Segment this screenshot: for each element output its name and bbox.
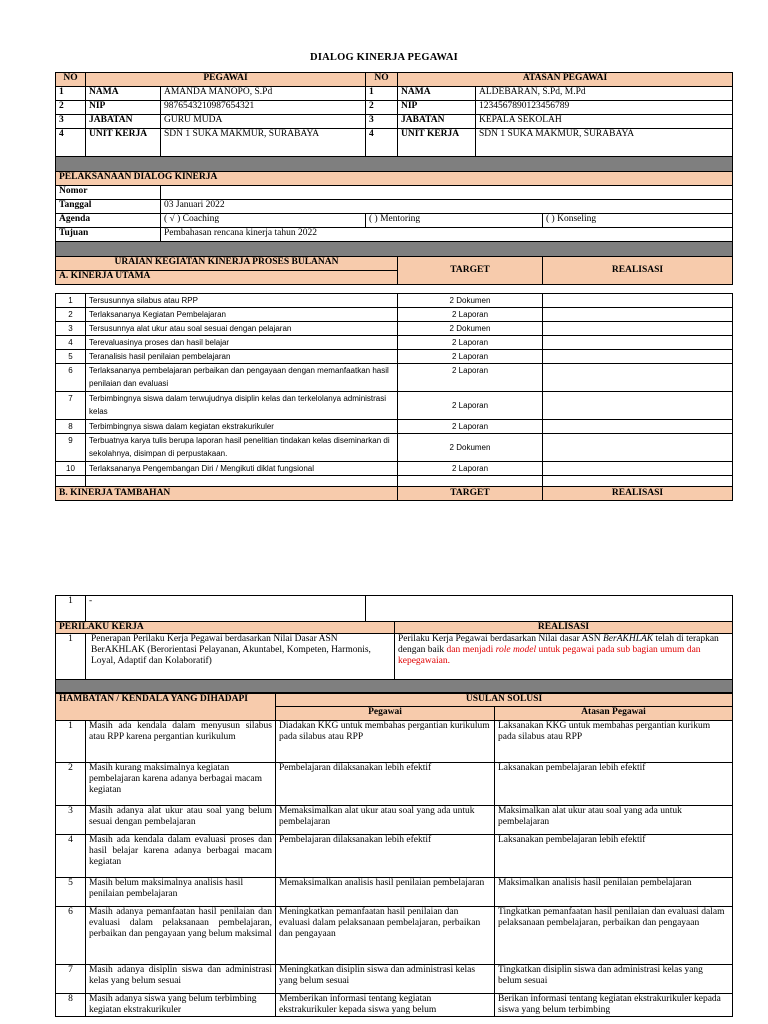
hambatan-text: Masih kurang maksimalnya kegiatan pembelajaran karena adanya berbagai macam kegiatan bbox=[86, 763, 276, 806]
solusi-atasan: Laksanakan KKG untuk membahas pergantian kurikum pada silabus atau RPP bbox=[495, 721, 733, 763]
hambatan-table bbox=[55, 693, 733, 1017]
solusi-atasan: Laksanakan pembelajaran lebih efektif bbox=[495, 835, 733, 878]
item-text: Terlaksananya Pengembangan Diri / Mengikuti diklat fungsional bbox=[86, 462, 398, 476]
hambatan-no: 1 bbox=[56, 721, 86, 763]
realisasi-role-model: role model bbox=[495, 645, 537, 655]
agenda-label: Agenda bbox=[56, 214, 161, 228]
item-realisasi bbox=[543, 322, 733, 336]
usulan-heading: USULAN SOLUSI bbox=[276, 694, 733, 707]
identity-value: 987654321098765432​1 bbox=[161, 101, 366, 115]
solusi-pegawai: Memaksimalkan alat ukur atau soal yang ada untuk pembelajaran bbox=[276, 806, 495, 835]
solusi-pegawai: Memberikan informasi tentang kegiatan ekstrakurikuler kepada siswa yang belum bbox=[276, 994, 495, 1017]
solusi-atasan: Tingkatkan disiplin siswa dan administrasi kelas yang belum sesuai bbox=[495, 965, 733, 994]
item-target: 2 Laporan bbox=[398, 364, 543, 392]
tambahan-target-heading: TARGET bbox=[398, 487, 543, 501]
item-no: 3 bbox=[56, 322, 86, 336]
tambahan-row-no: 1 bbox=[56, 596, 86, 622]
item-text: Terevaluasinya proses dan hasil belajar bbox=[86, 336, 398, 350]
header-pegawai: PEGAWAI bbox=[86, 73, 366, 87]
identity-label: JABATAN bbox=[86, 115, 161, 129]
solusi-pegawai: Pembelajaran dilaksanakan lebih efektif bbox=[276, 835, 495, 878]
kinerja-utama-heading: A. KINERJA UTAMA bbox=[56, 271, 398, 285]
item-target: 2 Dokumen bbox=[398, 434, 543, 462]
solusi-atasan: Laksanakan pembelajaran lebih efektif bbox=[495, 763, 733, 806]
pelaksanaan-heading: PELAKSANAAN DIALOG KINERJA bbox=[56, 172, 733, 186]
realisasi-highlight: dan menjadi bbox=[446, 645, 496, 655]
perilaku-heading: PERILAKU KERJA bbox=[56, 622, 395, 634]
identity-no: 1 bbox=[56, 87, 86, 101]
item-target: 2 Laporan bbox=[398, 350, 543, 364]
item-text: Terbuatnya karya tulis berupa laporan hasil penelitian tindakan kelas diseminarkan di sekolahnya, disimpan di perpustakaan. bbox=[86, 434, 398, 462]
solusi-pegawai: Memaksimalkan analisis hasil penilaian pembelajaran bbox=[276, 878, 495, 907]
identity-no: 3 bbox=[56, 115, 86, 129]
tambahan-row-empty bbox=[366, 596, 733, 622]
solusi-pegawai: Diadakan KKG untuk membahas pergantian kurikulum pada silabus atau RPP bbox=[276, 721, 495, 763]
agenda-coaching: ( √ ) Coaching bbox=[161, 214, 366, 228]
hambatan-no: 8 bbox=[56, 994, 86, 1017]
hambatan-text: Masih adanya disiplin siswa dan administrasi kelas yang belum sesuai bbox=[86, 965, 276, 994]
item-no: 4 bbox=[56, 336, 86, 350]
identity-atasan-label: JABATAN bbox=[398, 115, 476, 129]
item-realisasi bbox=[543, 350, 733, 364]
kinerja-utama-table bbox=[55, 293, 733, 501]
tanggal-label: Tanggal bbox=[56, 200, 161, 214]
tanggal-value: 03 Januari 2022 bbox=[161, 200, 733, 214]
nomor-label: Nomor bbox=[56, 186, 161, 200]
solusi-atasan: Maksimalkan alat ukur atau soal yang ada untuk pembelajaran bbox=[495, 806, 733, 835]
header-no-atasan: NO bbox=[366, 73, 398, 87]
realisasi-part: telah di terapkan dengan baik bbox=[398, 634, 719, 655]
agenda-mentoring: ( ) Mentoring bbox=[366, 214, 543, 228]
identity-atasan-no: 3 bbox=[366, 115, 398, 129]
hambatan-text: Masih ada kendala dalam evaluasi proses dan hasil belajar karena adanya berbagai macam kegiatan bbox=[86, 835, 276, 878]
solusi-atasan: Berikan informasi tentang kegiatan ekstrakurikuler kepada siswa yang belum terbimbing bbox=[495, 994, 733, 1017]
target-heading: TARGET bbox=[398, 257, 543, 285]
identity-atasan-no: 4 bbox=[366, 129, 398, 157]
hambatan-no: 6 bbox=[56, 907, 86, 965]
item-target: 2 Laporan bbox=[398, 308, 543, 322]
item-realisasi bbox=[543, 434, 733, 462]
usulan-pegawai-heading: Pegawai bbox=[276, 707, 495, 721]
tambahan-row-text: - bbox=[86, 596, 366, 622]
separator-bar bbox=[56, 157, 733, 172]
solusi-pegawai: Pembelajaran dilaksanakan lebih efektif bbox=[276, 763, 495, 806]
header-atasan: ATASAN PEGAWAI bbox=[398, 73, 733, 87]
item-target: 2 Dokumen bbox=[398, 294, 543, 308]
hambatan-text: Masih belum maksimalnya analisis hasil penilaian pembelajaran bbox=[86, 878, 276, 907]
identity-atasan-no: 2 bbox=[366, 101, 398, 115]
realisasi-heading: REALISASI bbox=[543, 257, 733, 285]
empty-cell bbox=[86, 476, 398, 487]
identity-atasan-value: SDN 1 SUKA MAKMUR, SURABAYA bbox=[476, 129, 733, 157]
solusi-atasan: Tingkatkan pemanfaatan hasil penilaian dan evaluasi dalam pelaksanaan pembelajaran, perbaikan dan pengayaan bbox=[495, 907, 733, 965]
item-no: 6 bbox=[56, 364, 86, 392]
identity-value: AMANDA MANOPO, S.Pd bbox=[161, 87, 366, 101]
item-no: 5 bbox=[56, 350, 86, 364]
item-text: Terlaksananya Kegiatan Pembelajaran bbox=[86, 308, 398, 322]
identity-atasan-label: UNIT KERJA bbox=[398, 129, 476, 157]
item-target: 2 Dokumen bbox=[398, 322, 543, 336]
identity-no: 4 bbox=[56, 129, 86, 157]
hambatan-no: 5 bbox=[56, 878, 86, 907]
tujuan-label: Tujuan bbox=[56, 228, 161, 242]
perilaku-realisasi-text bbox=[395, 634, 733, 680]
identity-atasan-value: 12345678901234567​89 bbox=[476, 101, 733, 115]
empty-cell bbox=[56, 476, 86, 487]
identity-atasan-no: 1 bbox=[366, 87, 398, 101]
tambahan-realisasi-heading: REALISASI bbox=[543, 487, 733, 501]
hambatan-no: 7 bbox=[56, 965, 86, 994]
solusi-pegawai: Meningkatkan pemanfaatan hasil penilaian dan evaluasi dalam pelaksanaan pembelajaran, perbaikan dan pengayaan bbox=[276, 907, 495, 965]
perilaku-text: Penerapan Perilaku Kerja Pegawai berdasarkan Nilai Dasar ASN BerAKHLAK (Berorientasi Pelayanan, Akuntabel, Kompeten, Harmonis, Loyal, Adaptif dan Kolaboratif) bbox=[86, 634, 395, 680]
item-realisasi bbox=[543, 462, 733, 476]
hambatan-no: 4 bbox=[56, 835, 86, 878]
item-realisasi bbox=[543, 420, 733, 434]
identity-atasan-label: NIP bbox=[398, 101, 476, 115]
hambatan-text: Masih adanya alat ukur atau soal yang belum sesuai dengan pembelajaran bbox=[86, 806, 276, 835]
item-text: Tersusunnya alat ukur atau soal sesuai dengan pelajaran bbox=[86, 322, 398, 336]
hambatan-no: 3 bbox=[56, 806, 86, 835]
hambatan-no: 2 bbox=[56, 763, 86, 806]
agenda-konseling: ( ) Konseling bbox=[543, 214, 733, 228]
separator-bar bbox=[56, 680, 733, 693]
identity-value: GURU MUDA bbox=[161, 115, 366, 129]
identity-value: SDN 1 SUKA MAKMUR, SURABAYA bbox=[161, 129, 366, 157]
separator-bar bbox=[56, 242, 733, 257]
identity-atasan-value: ALDEBARAN, S.Pd, M.Pd bbox=[476, 87, 733, 101]
document-title: DIALOG KINERJA PEGAWAI bbox=[310, 52, 458, 63]
hambatan-text: Masih adanya pemanfaatan hasil penilaian dan evaluasi dalam pelaksanaan pembelajaran, perbaikan dan pengayaan yang belum maksimal bbox=[86, 907, 276, 965]
item-no: 1 bbox=[56, 294, 86, 308]
item-target: 2 Laporan bbox=[398, 420, 543, 434]
empty-cell bbox=[543, 476, 733, 487]
item-no: 8 bbox=[56, 420, 86, 434]
item-text: Terbimbingnya siswa dalam kegiatan ekstrakurikuler bbox=[86, 420, 398, 434]
solusi-pegawai: Meningkatkan disiplin siswa dan administrasi kelas yang belum sesuai bbox=[276, 965, 495, 994]
item-text: Tersusunnya silabus atau RPP bbox=[86, 294, 398, 308]
hambatan-text: Masih adanya siswa yang belum terbimbing kegiatan ekstrakurikuler bbox=[86, 994, 276, 1017]
item-text: Teranalisis hasil penilaian pembelajaran bbox=[86, 350, 398, 364]
header-no: NO bbox=[56, 73, 86, 87]
usulan-atasan-heading: Atasan Pegawai bbox=[495, 707, 733, 721]
perilaku-realisasi-heading: REALISASI bbox=[395, 622, 733, 634]
item-no: 10 bbox=[56, 462, 86, 476]
dialog-table-page1 bbox=[55, 72, 733, 285]
identity-label: UNIT KERJA bbox=[86, 129, 161, 157]
item-target: 2 Laporan bbox=[398, 392, 543, 420]
item-no: 9 bbox=[56, 434, 86, 462]
perilaku-no: 1 bbox=[56, 634, 86, 680]
hambatan-heading: HAMBATAN / KENDALA YANG DIHADAPI bbox=[56, 694, 276, 721]
realisasi-part: Perilaku Kerja Pegawai berdasarkan Nilai dasar ASN bbox=[398, 634, 603, 644]
nomor-value bbox=[161, 186, 733, 200]
empty-cell bbox=[398, 476, 543, 487]
item-realisasi bbox=[543, 308, 733, 322]
identity-atasan-value: KEPALA SEKOLAH bbox=[476, 115, 733, 129]
item-target: 2 Laporan bbox=[398, 462, 543, 476]
item-target: 2 Laporan bbox=[398, 336, 543, 350]
identity-label: NIP bbox=[86, 101, 161, 115]
realisasi-highlight: untuk pegawai pada sub bagian umum dan kepegawaian. bbox=[398, 645, 701, 666]
hambatan-text: Masih ada kendala dalam menyusun silabus atau RPP karena pergantian kurikulum bbox=[86, 721, 276, 763]
item-realisasi bbox=[543, 294, 733, 308]
identity-no: 2 bbox=[56, 101, 86, 115]
identity-label: NAMA bbox=[86, 87, 161, 101]
item-no: 2 bbox=[56, 308, 86, 322]
item-text: Terbimbingnya siswa dalam terwujudnya disiplin kelas dan terkelolanya administrasi kelas bbox=[86, 392, 398, 420]
dialog-table-page2 bbox=[55, 595, 733, 693]
item-realisasi bbox=[543, 336, 733, 350]
kinerja-tambahan-heading: B. KINERJA TAMBAHAN bbox=[56, 487, 398, 501]
item-no: 7 bbox=[56, 392, 86, 420]
tujuan-value: Pembahasan rencana kinerja tahun 2022 bbox=[161, 228, 733, 242]
solusi-atasan: Maksimalkan analisis hasil penilaian pembelajaran bbox=[495, 878, 733, 907]
item-realisasi bbox=[543, 364, 733, 392]
identity-atasan-label: NAMA bbox=[398, 87, 476, 101]
realisasi-berakhlak: BerAKHLAK bbox=[602, 634, 654, 644]
uraian-heading: URAIAN KEGIATAN KINERJA PROSES BULANAN bbox=[56, 257, 398, 271]
item-text: Terlaksananya pembelajaran perbaikan dan pengayaan dengan memanfaatkan hasil penilaian dan evaluasi bbox=[86, 364, 398, 392]
item-realisasi bbox=[543, 392, 733, 420]
